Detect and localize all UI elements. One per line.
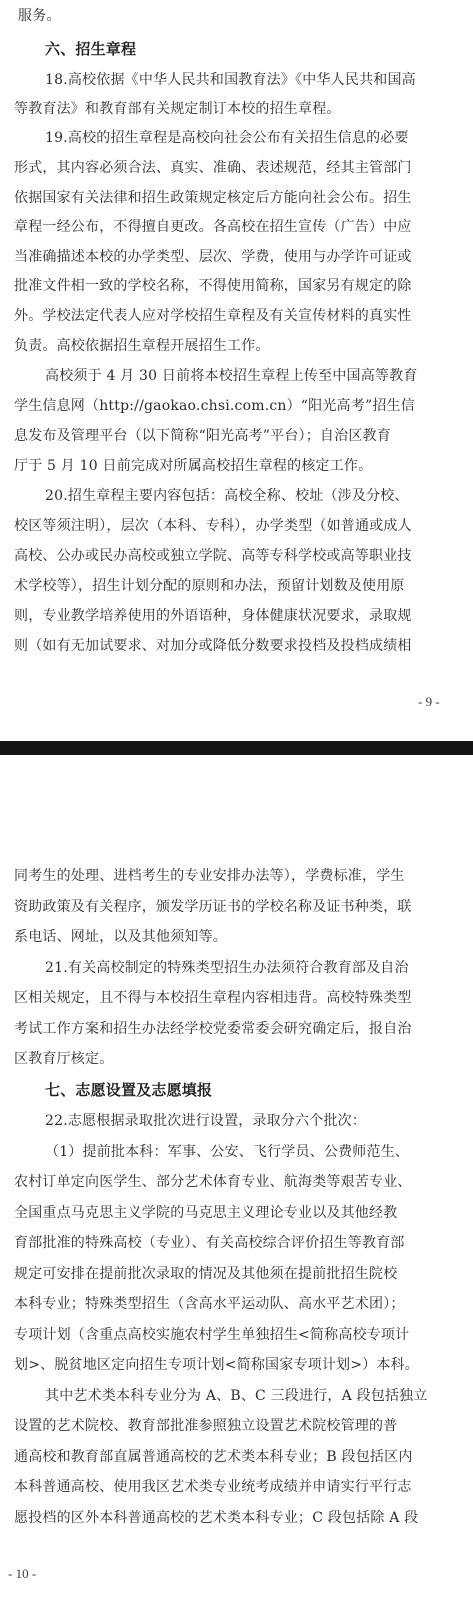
paragraph-deadline-line: 息发布及管理平台（以下简称“阳光高考”平台）；自治区教育 (14, 428, 391, 444)
paragraph-22-line: 本科专业；特殊类型招生（含高水平运动队、高水平艺术团）； (14, 1296, 405, 1312)
paragraph-20-line: 则（如有无加试要求、对加分或降低分数要求投档及投档成绩相 (14, 638, 412, 654)
paragraph-18-line: 18.高校依据《中华人民共和国教育法》《中华人民共和国高 (45, 72, 416, 88)
paragraph-art-line: 愿投档的区外本科普通高校的艺术类本科专业；C 段包括除 A 段 (14, 1510, 419, 1526)
page-break-divider (0, 741, 473, 755)
paragraph-20-line: 术学校等），招生计划分配的原则和办法，预留计划数及使用原 (14, 578, 405, 594)
paragraph-art-line: 其中艺术类本科专业分为 A、B、C 三段进行，A 段包括独立 (45, 1388, 428, 1404)
paragraph-22-line: （1）提前批本科：军事、公安、飞行学员、公费师范生、 (45, 1144, 410, 1160)
paragraph-19-line: 依据国家有关法律和招生政策规定核定后方能向社会公布。招生 (14, 190, 412, 206)
paragraph-19-line: 批准文件相一致的学校名称，不得使用简称，国家另有规定的除 (14, 278, 412, 294)
paragraph-22-line: 农村订单定向医学生、部分艺术体育专业、航海类等艰苦专业、 (14, 1174, 412, 1190)
paragraph-art-line: 设置的艺术院校、教育部批准参照独立设置艺术院校管理的普 (14, 1418, 398, 1434)
paragraph-21-line: 考试工作方案和招生办法经学校党委常委会研究确定后，报自治 (14, 1021, 412, 1037)
text-line: 服务。 (18, 8, 61, 24)
page-number: - 9 - (418, 694, 440, 709)
paragraph-20-line: 20.招生章程主要内容包括：高校全称、校址（涉及分校、 (45, 488, 409, 504)
paragraph-22-line: 划>、脱贫地区定向招生专项计划<简称国家专项计划>）本科。 (14, 1357, 419, 1373)
paragraph-19-line: 当准确描述本校的办学类型、层次、学费，使用与办学许可证或 (14, 249, 412, 265)
paragraph-21-line: 21.有关高校制定的特殊类型招生办法须符合教育部及自治 (45, 960, 409, 976)
paragraph-19-line: 负责。高校依据招生章程开展招生工作。 (14, 338, 270, 354)
paragraph-19-line: 19.高校的招生章程是高校向社会公布有关招生信息的必要 (45, 130, 409, 146)
paragraph-20-line: 高校、公办或民办高校或独立学院、高等专科学校或高等职业技 (14, 548, 412, 564)
paragraph-21-line: 区教育厅核定。 (14, 1051, 114, 1067)
paragraph-20-continued-line: 资助政策及有关程序，颁发学历证书的学校名称及证书种类，联 (14, 899, 412, 915)
paragraph-20-continued-line: 同考生的处理、进档考生的专业安排办法等），学费标准，学生 (14, 868, 405, 884)
paragraph-art-line: 本科普通高校、使用我区艺术类专业统考成绩并申请实行平行志 (14, 1479, 412, 1495)
paragraph-22-line: 全国重点马克思主义学院的马克思主义理论专业以及其他经教 (14, 1205, 398, 1221)
paragraph-22-line: 22.志愿根据录取批次进行设置，录取分六个批次： (45, 1113, 367, 1129)
paragraph-22-line: 育部批准的特殊高校（专业）、有关高校综合评价招生等教育部 (14, 1235, 405, 1251)
paragraph-19-line: 外。学校法定代表人应对学校招生章程及有关宣传材料的真实性 (14, 308, 412, 324)
paragraph-20-line: 则，专业教学培养使用的外语语种，身体健康状况要求，录取规 (14, 608, 412, 624)
paragraph-19-line: 形式，其内容必须合法、真实、准确、表述规范，经其主管部门 (14, 160, 412, 176)
paragraph-21-line: 区相关规定，且不得与本校招生章程内容相违背。高校特殊类型 (14, 990, 412, 1006)
section-heading-volunteer-settings: 七、志愿设置及志愿填报 (45, 1081, 213, 1099)
paragraph-deadline-line: 高校须于 4 月 30 日前将本校招生章程上传至中国高等教育 (45, 368, 418, 384)
paragraph-20-line: 校区等须注明），层次（本科、专科），办学类型（如普通或成人 (14, 518, 412, 534)
paragraph-20-continued-line: 系电话、网址，以及其他须知等。 (14, 929, 227, 945)
paragraph-22-line: 专项计划（含重点高校实施农村学生单独招生<简称高校专项计 (14, 1327, 410, 1343)
paragraph-art-line: 通高校和教育部直属普通高校的艺术类本科专业；B 段包括区内 (14, 1449, 413, 1465)
paragraph-19-line: 章程一经公布，不得擅自更改。各高校在招生宣传（广告）中应 (14, 219, 412, 235)
paragraph-deadline-line: 厅于 5 月 10 日前完成对所属高校招生章程的核定工作。 (14, 458, 373, 474)
paragraph-18-line: 等教育法》和教育部有关规定制订本校的招生章程。 (14, 101, 341, 117)
paragraph-deadline-line: 学生信息网（http://gaokao.chsi.com.cn）“阳光高考”招生信 (14, 398, 415, 414)
page-number: - 10 - (8, 1566, 37, 1581)
section-heading-admission-charter: 六、招生章程 (45, 40, 137, 58)
paragraph-22-line: 规定可安排在提前批次录取的情况及其他须在提前批招生院校 (14, 1266, 398, 1282)
